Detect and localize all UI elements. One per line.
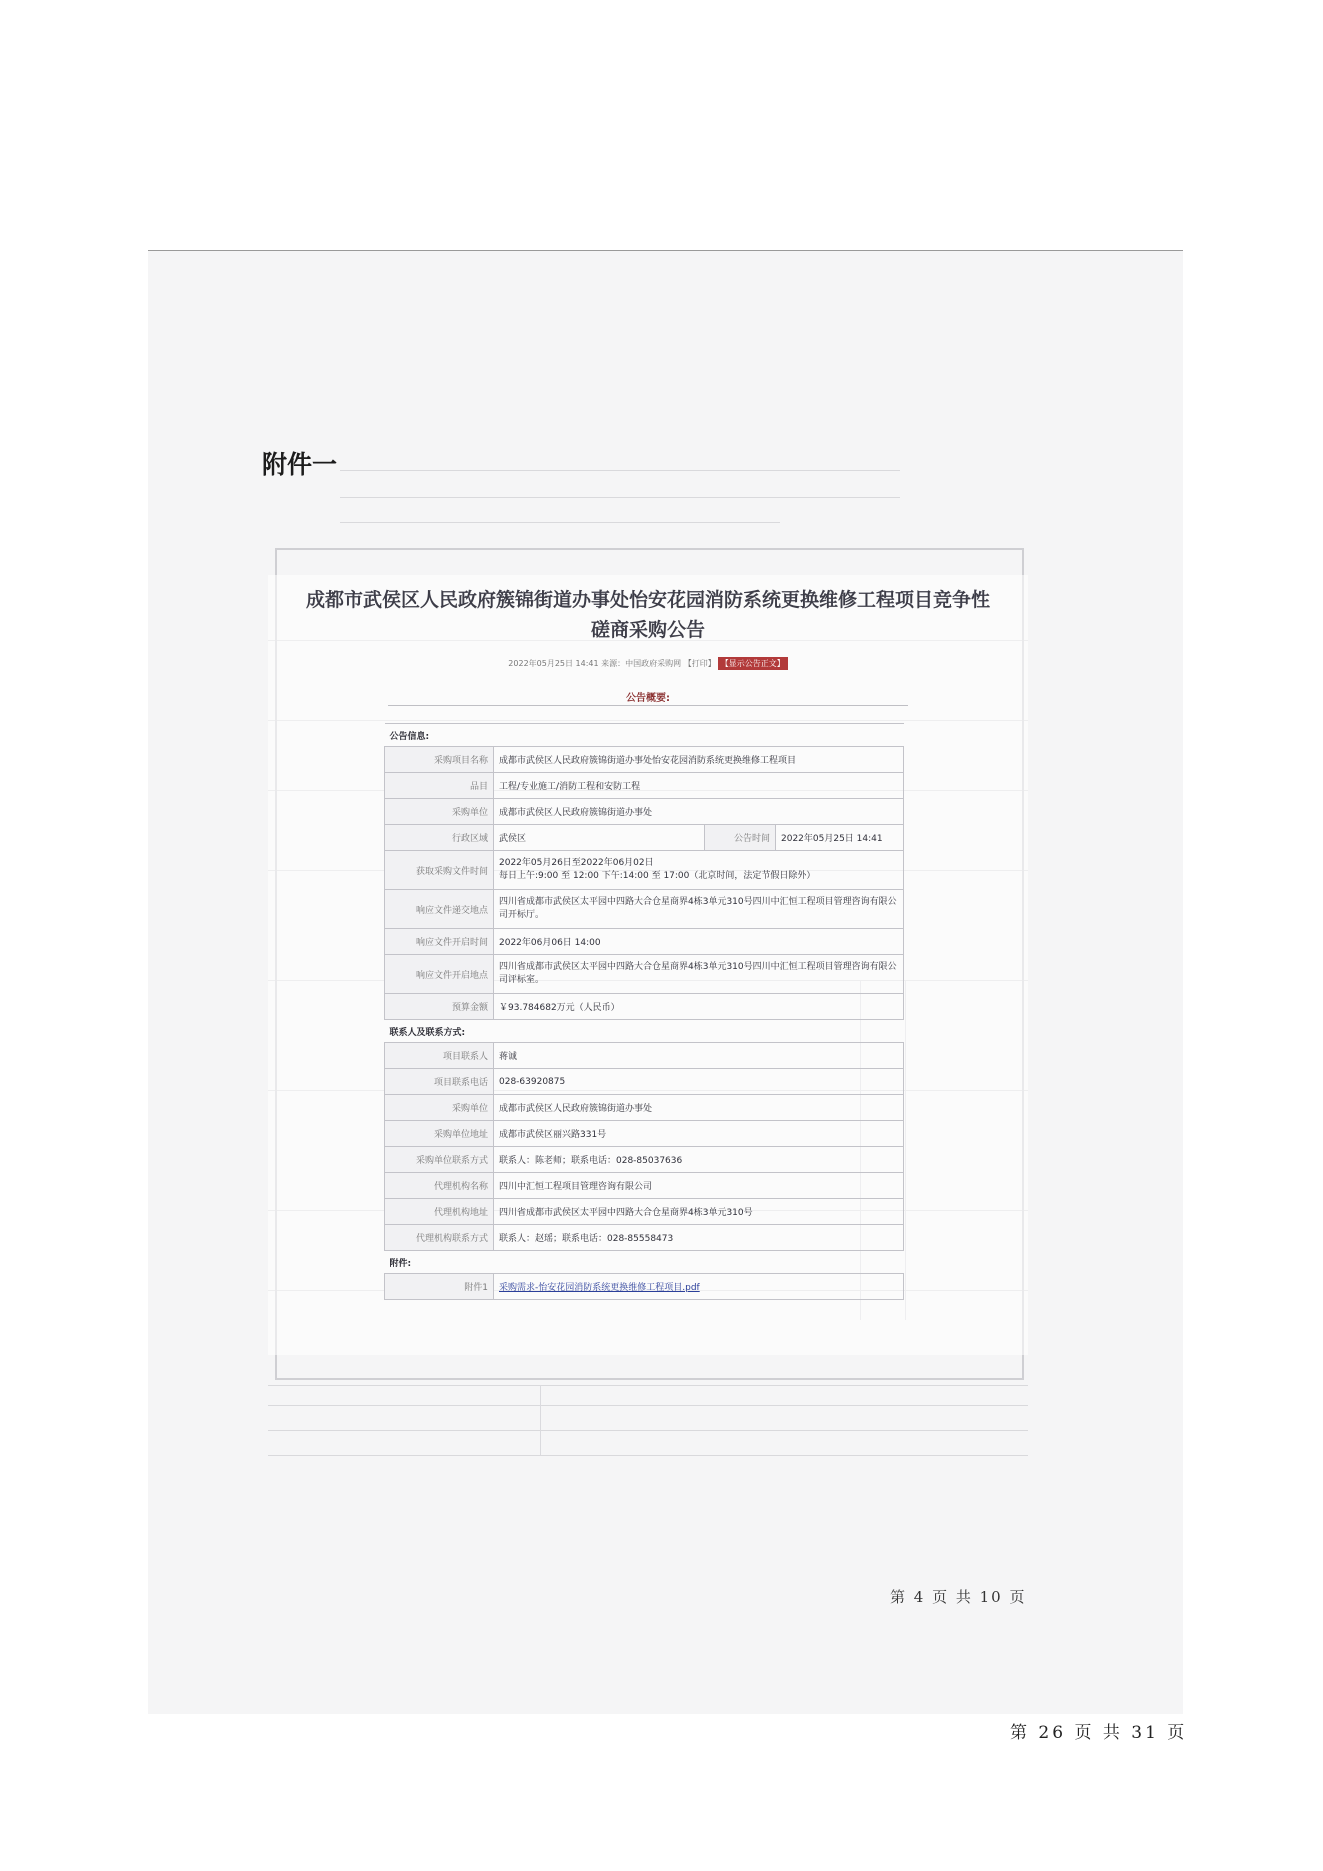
table-row xyxy=(385,1121,904,1147)
meta-text: 2022年05月25日 14:41 来源：中国政府采购网 【打印】 xyxy=(508,659,716,668)
purchaser: 成都市武侯区人民政府簇锦街道办事处 xyxy=(494,799,904,825)
region: 武侯区 xyxy=(494,825,705,851)
open-time: 2022年06月06日 14:00 xyxy=(494,929,904,955)
attachment-link[interactable]: 采购需求-怡安花园消防系统更换维修工程项目.pdf xyxy=(499,1283,700,1293)
table-row xyxy=(385,1173,904,1199)
row-label: 代理机构联系方式 xyxy=(385,1225,494,1251)
table-row xyxy=(385,994,904,1020)
attachment-cell xyxy=(494,1274,904,1300)
row-label: 预算金额 xyxy=(385,994,494,1020)
table-row xyxy=(385,799,904,825)
table-row xyxy=(385,1043,904,1069)
row-label: 响应文件开启地点 xyxy=(385,955,494,994)
row-label: 采购项目名称 xyxy=(385,747,494,773)
agent-address: 四川省成都市武侯区太平园中四路大合仓星商界4栋3单元310号 xyxy=(494,1199,904,1225)
open-place: 四川省成都市武侯区太平园中四路大合仓星商界4栋3单元310号四川中汇恒工程项目管理咨询有限公司评标室。 xyxy=(494,955,904,994)
row-label: 采购单位联系方式 xyxy=(385,1147,494,1173)
row-label: 代理机构地址 xyxy=(385,1199,494,1225)
table-row xyxy=(385,1095,904,1121)
pm-phone: 028-63920875 xyxy=(494,1069,904,1095)
notice-title-line1: 成都市武侯区人民政府簇锦街道办事处怡安花园消防系统更换维修工程项目竞争性 xyxy=(305,589,990,611)
budget: ￥93.784682万元（人民币） xyxy=(494,994,904,1020)
table-row xyxy=(385,1251,904,1274)
buyer-contact: 联系人：陈老师；联系电话：028-85037636 xyxy=(494,1147,904,1173)
table-row xyxy=(385,724,904,747)
buyer: 成都市武侯区人民政府簇锦街道办事处 xyxy=(494,1095,904,1121)
get-docs-time xyxy=(494,851,904,890)
notice-info-table xyxy=(384,723,904,1300)
row-label: 响应文件开启时间 xyxy=(385,929,494,955)
buyer-address: 成都市武侯区丽兴路331号 xyxy=(494,1121,904,1147)
row-label: 获取采购文件时间 xyxy=(385,851,494,890)
summary-heading: 公告概要: xyxy=(626,693,670,704)
table-row xyxy=(385,825,904,851)
row-label: 响应文件递交地点 xyxy=(385,890,494,929)
table-row xyxy=(385,955,904,994)
notice-title xyxy=(268,585,1028,645)
outer-page-number: 第 26 页 共 31 页 xyxy=(1010,1723,1188,1743)
procurement-notice xyxy=(268,575,1028,1355)
section-attachments: 附件: xyxy=(385,1251,904,1274)
show-notice-tag[interactable]: 【显示公告正文】 xyxy=(718,657,788,670)
row-label: 附件1 xyxy=(385,1274,494,1300)
table-row xyxy=(385,1069,904,1095)
row-label: 行政区域 xyxy=(385,825,494,851)
get-docs-dates: 2022年05月26日至2022年06月02日 xyxy=(499,858,654,868)
row-label: 采购单位 xyxy=(385,1095,494,1121)
category: 工程/专业施工/消防工程和安防工程 xyxy=(494,773,904,799)
row-label: 代理机构名称 xyxy=(385,1173,494,1199)
section-notice-info: 公告信息: xyxy=(385,724,904,747)
table-row xyxy=(385,890,904,929)
pub-time: 2022年05月25日 14:41 xyxy=(776,825,904,851)
row-label: 采购单位 xyxy=(385,799,494,825)
table-row xyxy=(385,929,904,955)
row-label: 项目联系人 xyxy=(385,1043,494,1069)
row-label: 公告时间 xyxy=(705,825,776,851)
table-row xyxy=(385,747,904,773)
table-row xyxy=(385,851,904,890)
row-label: 项目联系电话 xyxy=(385,1069,494,1095)
get-docs-hours: 每日上午:9:00 至 12:00 下午:14:00 至 17:00（北京时间，法定节假日除外） xyxy=(499,871,816,881)
inner-page-number: 第 4 页 共 10 页 xyxy=(890,1588,1027,1606)
notice-meta xyxy=(268,657,1028,670)
project-name: 成都市武侯区人民政府簇锦街道办事处怡安花园消防系统更换维修工程项目 xyxy=(494,747,904,773)
table-row xyxy=(385,1020,904,1043)
table-row xyxy=(385,1274,904,1300)
table-row xyxy=(385,1147,904,1173)
table-row xyxy=(385,1225,904,1251)
annex-label: 附件一 xyxy=(262,450,338,479)
notice-title-line2: 磋商采购公告 xyxy=(590,619,705,641)
agent-contact: 联系人：赵瑶；联系电话：028-85558473 xyxy=(494,1225,904,1251)
pm-contact: 蒋诚 xyxy=(494,1043,904,1069)
table-row xyxy=(385,773,904,799)
summary-divider xyxy=(388,705,908,706)
table-row xyxy=(385,1199,904,1225)
section-contacts: 联系人及联系方式: xyxy=(385,1020,904,1043)
submit-place: 四川省成都市武侯区太平园中四路大合仓星商界4栋3单元310号四川中汇恒工程项目管理咨询有限公司开标厅。 xyxy=(494,890,904,929)
agent-name: 四川中汇恒工程项目管理咨询有限公司 xyxy=(494,1173,904,1199)
row-label: 采购单位地址 xyxy=(385,1121,494,1147)
row-label: 品目 xyxy=(385,773,494,799)
